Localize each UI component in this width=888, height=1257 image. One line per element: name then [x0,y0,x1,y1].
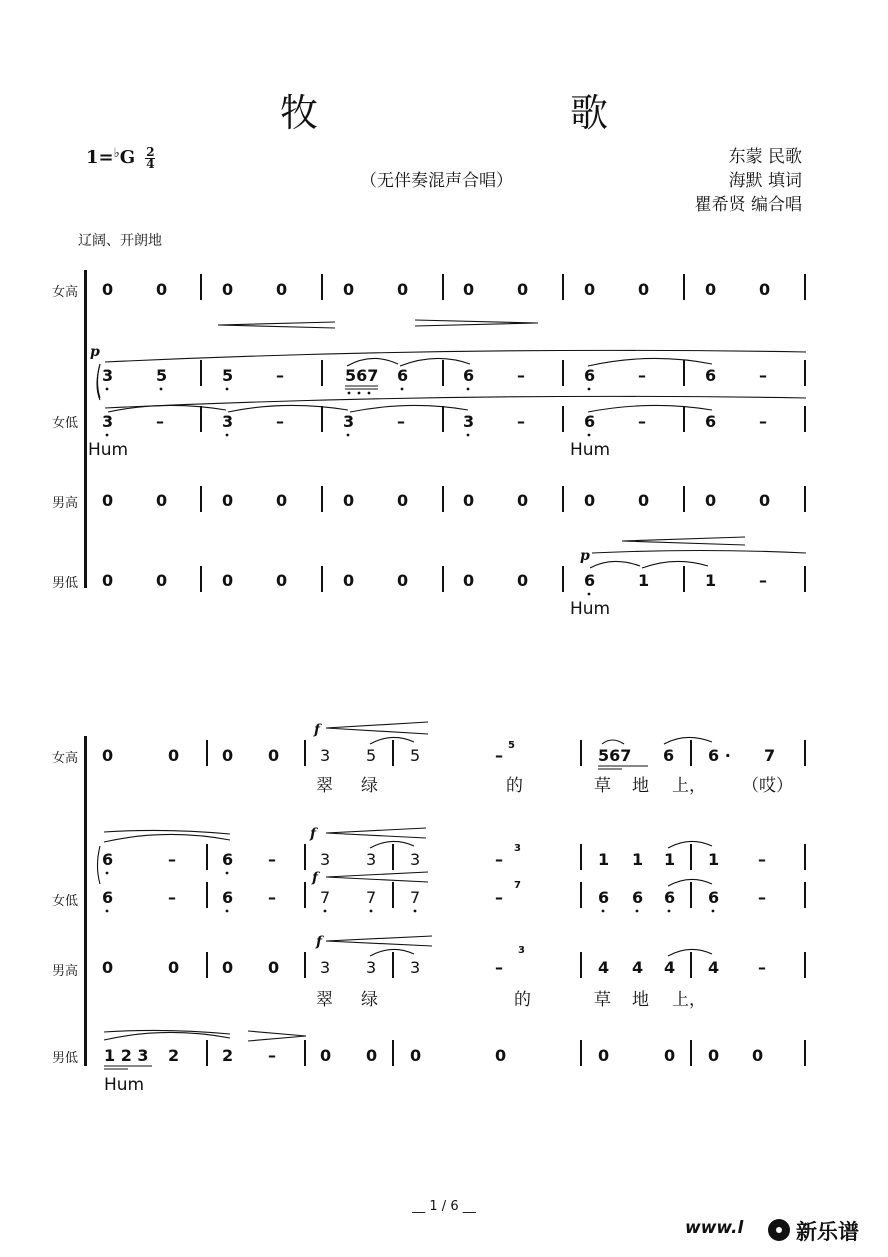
lyric-word: 翠 [316,990,333,1010]
meter-numerator: 2 [146,144,155,159]
part-label-alto: 女低 [52,416,79,431]
key-prefix: 1= [86,147,114,168]
part-label-soprano: 女高 [52,285,79,300]
credit-origin: 东蒙 民歌 [728,147,802,167]
key-flat: ♭ [113,146,120,161]
dynamic-forte: f [312,870,319,886]
part-label-tenor: 男高 [52,496,79,511]
lyric-word: 翠 [316,776,333,796]
lyric-word: 地 [632,990,649,1010]
dynamic-forte: f [316,934,323,950]
dynamic-forte: f [310,826,317,842]
hum-lyric: Hum [104,1075,145,1095]
hum-lyric: Hum [570,599,611,619]
lyric-word: 绿 [361,990,378,1010]
brand-name: 新乐谱 [796,1220,859,1244]
part-label-tenor: 男高 [52,964,79,979]
hum-lyric: Hum [570,440,611,460]
part-label-bass: 男低 [52,576,79,591]
tempo-marking: 辽阔、开朗地 [78,233,162,249]
hum-lyric: Hum [88,440,129,460]
key-note: G [119,147,136,168]
page-number: __ 1 / 6 __ [412,1199,476,1214]
lyric-word: 草 [594,776,611,796]
dynamic-forte: f [314,722,321,738]
meter-denominator: 4 [146,156,155,171]
page-title: 牧 歌 [279,91,729,135]
lyric-word: 上， [672,776,706,796]
lyric-word: 草 [594,990,611,1010]
part-label-soprano: 女高 [52,751,79,766]
lyric-word: （哎） [742,776,793,796]
lyric-word: 绿 [361,776,378,796]
lyric-word: 地 [632,776,649,796]
subtitle: （无伴奏混声合唱） [360,171,513,191]
credit-arranger: 瞿希贤 编合唱 [694,195,802,215]
credit-lyricist: 海默 填词 [728,171,802,191]
part-label-alto: 女低 [52,894,79,909]
lyric-word: 的 [514,990,531,1010]
dynamic-piano: p [580,548,590,564]
lyric-word: 上， [672,990,706,1010]
site-url: www.l [685,1218,744,1238]
dynamic-piano: p [90,344,100,360]
vinyl-record-icon [768,1219,790,1241]
lyric-word: 的 [506,776,523,796]
part-label-bass: 男低 [52,1051,79,1066]
